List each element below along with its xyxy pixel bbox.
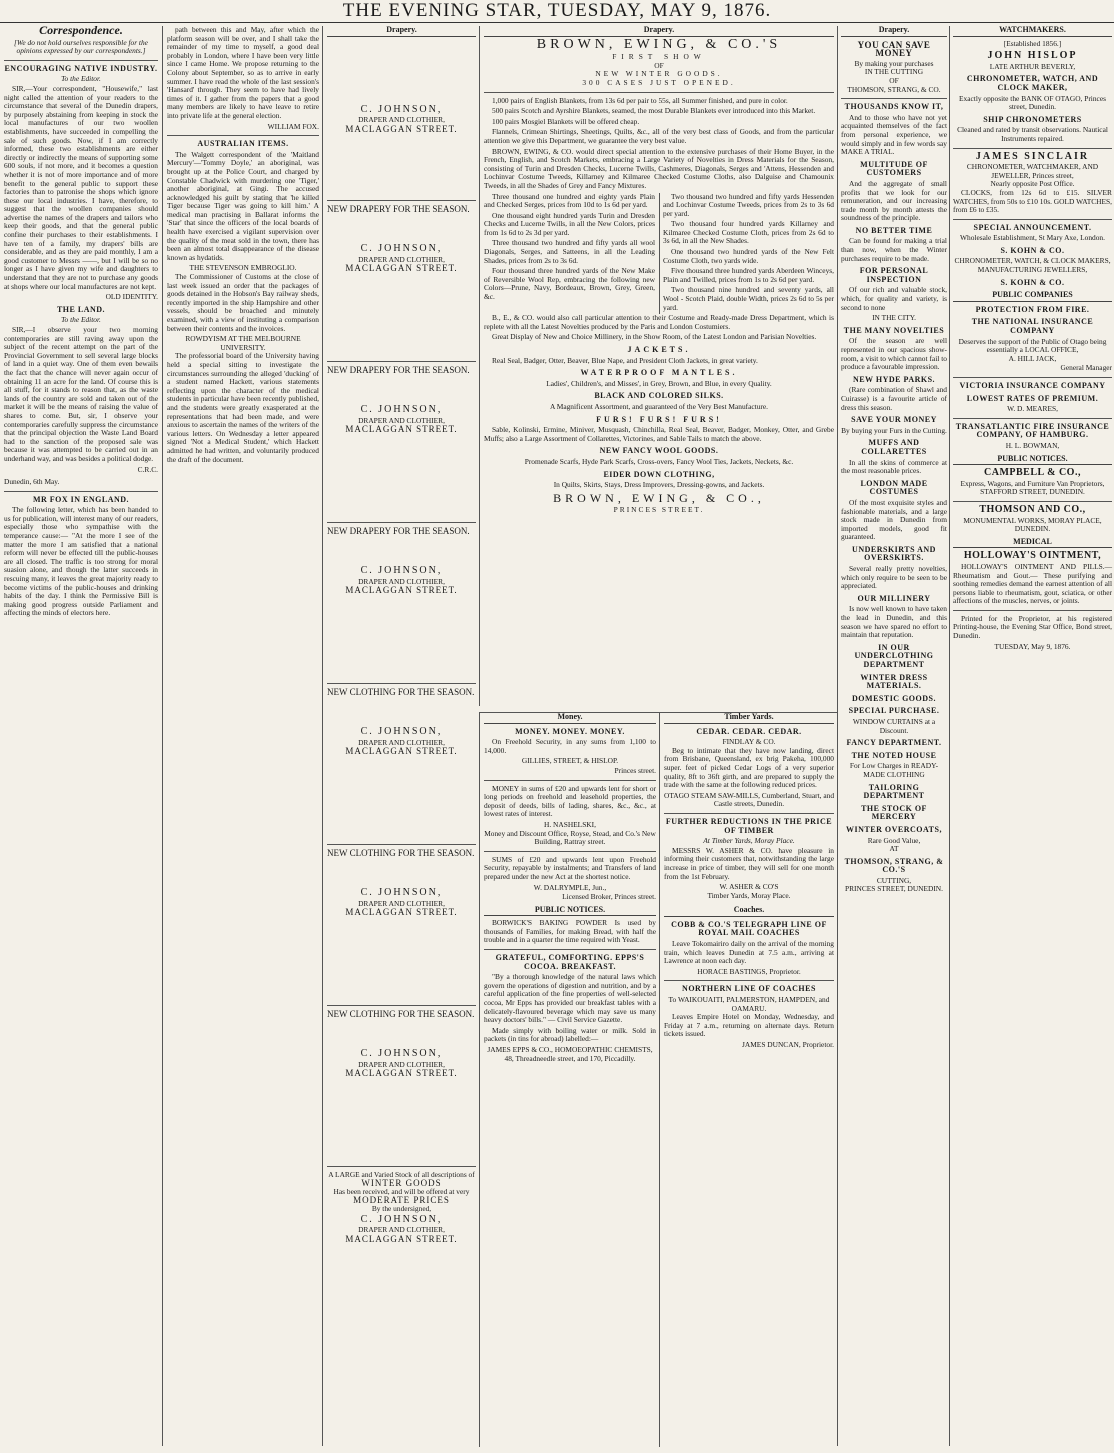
ad-title: NEW CLOTHING FOR THE SEASON. [327,686,475,697]
ad-item: And to those who have not yet acquainted themselves of the fact from personal experience, we would simply and in few words say MAKE A TRIAL. [841,112,947,157]
firm-street: MACLAGGAN STREET. [345,263,458,274]
ad-heading: NEW FANCY WOOL GOODS. [599,446,719,456]
firm-name: C. JOHNSON, [360,404,443,416]
section-header: MEDICAL [953,538,1112,549]
ad-heading: OF [654,60,664,70]
masthead: THE EVENING STAR, TUESDAY, MAY 9, 1876. [0,0,1114,23]
section-header: Drapery. [841,26,947,37]
letter-signature: C.R.C. [137,464,158,474]
letter-body: SIR,—Your correspondent, "Housewife," last night called the attention of your readers to the circumstance that several of the Dunedin drapers, by purposely abstaining from keeping in stock the local manufactures of our two woollen establishments, have succeeded in compelling the sale of such goods. Now, if I am correctly informed, these two establishments are either directly or indirectly the means of supporting some 600 souls, if not more, and it becomes a question whether it is not of more importance and of more benefit to the general public to support these factories than to patronise the shops which ignore these our local industries. I have, therefore, to suggest that the woollen companies should advertise the names of the drapers and tailors who keep their goods, and that the general public confine their purchases to their establishments. I have ten of a family, my drapers' bills are considerable, and as they are paid monthly, I am a good customer to Messrs ——, but I will be so no longer as I have given my wife and daughters to understand that they are not to purchase any goods at shops where our local manufactures are not kept. [4,83,158,291]
ad-text: A LARGE and Varied Stock of all descriptions of [328,1169,475,1179]
ad-item: CUTTING, [876,875,912,885]
firm-name: W. D. MEARES, [1007,404,1058,414]
ad-item: CLOCKS, from 12s 6d to £15. SILVER WATCHES, from 50s to £10 10s. GOLD WATCHES, from £6 to £35. [953,187,1112,215]
ad-item: Ladies', Children's, and Misses', in Grey, Brown, and Blue, in every Quality. [546,378,772,388]
article-body: The Walgett correspondent of the 'Maitland Mercury'—'Tommy Doyle,' an aboriginal, was brought up at the Police Court, and charged by Constable Chadwick with murdering one 'Tiger,' another aboriginal, at Gingi. The accused acknowledged his guilt by stating that 'he killed Tiger because Tiger was going to kill him.' A medical man practising in Ballarat informs the 'Star' that since the officers of the local boards of health have exercised a vigilant supervision over the quality of the meat sold in the town, there has been an almost total disappearance of the disease known as hydatids. [167,149,319,262]
letter-title: ENCOURAGING NATIVE INDUSTRY. [4,63,158,73]
advert-johnson [327,845,476,1006]
firm-street: PRINCES STREET. [613,505,705,515]
ad-item: OF [889,75,899,85]
advert-johnson [327,40,476,201]
subhead: ROWDYISM AT THE MELBOURNE UNIVERSITY. [185,334,301,352]
ad-heading: NEW HYDE PARKS. [852,374,936,384]
ad-item: Two thousand four hundred yards Killarney and Kilmaree Checked Costume Cloth, prices from 2s 6d to 3s 6d, in all the New Shades. [663,219,834,246]
ad-item: Of the most exquisite styles and fashionable materials, and a large stock made in Dunedin from imported models, good fit guaranteed. [841,497,947,542]
ad-item: Leave Tokomairiro daily on the arrival of the morning train, which leaves Dunedin at 7.5 a.m., arriving at Lawrence at noon each day. [664,939,834,966]
firm-street: Money and Discount Office, Royse, Stead, and Co.'s New Building, Rattray street. [484,828,656,847]
section-header: Drapery. [484,26,834,37]
ad-item: For Low Charges in READY-MADE CLOTHING [849,761,939,779]
ad-heading: THE STOCK OF MERCERY [861,803,927,822]
firm-trade: DRAPER AND CLOTHIER, [358,576,445,586]
ad-heading: WINTER OVERCOATS, [846,824,942,834]
firm-name: THOMSON AND CO., [979,503,1086,515]
ad-heading: FURTHER REDUCTIONS IN THE PRICE OF TIMBER [665,816,833,835]
ad-item: "By a thorough knowledge of the natural laws which govern the operations of digestion and nutrition, and by a careful application of the fine properties of well-selected cocoa, Mr Epps has provided our breakfast tables with a delicately-flavoured beverage which may save us many heavy doctors' bills." — Civil Service Gazette. [484,972,656,1025]
firm-street: PRINCES STREET, DUNEDIN. [845,884,943,894]
column-timber-coaches [659,712,838,1447]
ad-item: IN THE CUTTING [864,67,924,77]
section-header: PUBLIC NOTICES. [953,455,1112,466]
ad-item: General Manager [1060,363,1112,373]
ad-item: Sable, Kolinski, Ermine, Miniver, Musquash, Chinchilla, Real Seal, Beaver, Badger, Monkey, Otter, and Grebe Muffs; also a Large Assortment of Collarettes, Victorines, and Sable Tails to match the above. [484,425,834,443]
article-body: The following letter, which has been handed to us for publication, will interest many of our readers, especially those who sympathise with the temperance cause:— "At the more I see of the matter the more I am satisfied that a national reform will never be effected till the public-houses are all closed. The traffic is too strong for moral suasion alone, and though the latter succeeds in rescuing many, it leaves the great majority ready to become victims of the public-houses and drinking habits of the day. I think the Permissive Bill is making good progress outside Parliament and affecting the minds of electors here. [4,505,158,618]
article-title: AUSTRALIAN ITEMS. [197,139,289,149]
ad-item: Of our rich and valuable stock, which, for quality and variety, is second to none [841,285,947,312]
letter-title: THE LAND. [56,304,106,314]
imprint-date: TUESDAY, May 9, 1876. [994,641,1071,651]
advert-johnson-winter [327,1167,476,1250]
ad-item: (Rare combination of Shawl and Cuirasse) is a favourite article of dress this season. [841,385,947,412]
section-header: Drapery. [327,26,476,37]
ad-heading: FURS! FURS! FURS! [596,414,722,424]
firm-name: BROWN, EWING, & CO., [553,490,765,505]
letter-salutation: To the Editor. [61,74,101,84]
ad-heading: VICTORIA INSURANCE COMPANY [959,381,1106,390]
advert-johnson [327,684,476,845]
firm-name: W. ASHER & CO'S [719,882,779,892]
firm-street: MACLAGGAN STREET. [345,585,458,596]
ad-item: Is now well known to have taken the lead in Dunedin, and this season we have spared no effort to maintain that reputation. [841,604,947,640]
firm-name: H. NASHELSKI, [544,819,596,829]
ad-item: Can be found for making a trial than now, when the Winter purchases require to be made. [841,236,947,263]
advert-johnson [327,201,476,362]
firm-street: Princes street. [614,765,656,775]
ad-heading: NEW WINTER GOODS. [595,69,723,79]
firm-name: C. JOHNSON, [360,726,443,738]
ad-item: By buying your Furs in the Cutting. [841,425,947,435]
firm-name: JAMES DUNCAN, Proprietor. [742,1040,834,1049]
ad-item: Made simply with boiling water or milk. Sold in packets (in tins for abroad) labelled:— [484,1025,656,1044]
ad-item: Five thousand three hundred yards Aberdeen Winceys, Plain and Twilled, prices from 1s to 2s 6d per yard. [663,266,834,284]
firm-trade: DRAPER AND CLOTHIER, [358,415,445,425]
ad-item: Beg to intimate that they have now landing, direct from Brisbane, Queensland, ex brig Pakeha, 100,000 super. feet of picked Cedar Logs of a very superior quality, 8ft to 36ft girth, and are prepared to supply the trade with the same at the following reduced prices. [664,745,834,790]
firm-name: C. JOHNSON, [360,1048,443,1060]
ad-item: Great Display of New and Choice Millinery, in the Show Room, of the Latest London and Parisian Novelties. [492,332,817,342]
column-brown-ewing [479,26,838,706]
column-watchmakers [949,26,1114,1446]
ad-item: To WAIKOUAITI, PALMERSTON, HAMPDEN, and OAMARU. [668,995,830,1013]
ad-item: By making your purchases [854,58,934,68]
ad-item: OTAGO STEAM SAW-MILLS, Cumberland, Stuart, and Castle streets, Dunedin. [664,790,835,809]
ad-item: Three thousand two hundred and fifty yards all wool Diagonals, Serges, and Satteens, in all the Leading Shades, prices from 2s to 3s 6d. [484,238,655,265]
ad-item: Nearly opposite Post Office. [990,179,1075,189]
firm-name: HORACE BASTINGS, Proprietor. [697,966,801,976]
ad-heading: CHRONOMETER, WATCH, AND CLOCK MAKER, [966,74,1099,92]
firm-name: BROWN, EWING, & CO.'S [536,36,782,52]
firm-name: THOMSON, STRANG, & CO.'S [844,856,944,875]
ad-item: Two thousand two hundred and fifty yards Hessenden and Lochinvar Costume Tweeds, prices from 2s to 3s 6d per yard. [663,191,834,218]
ad-item: Two thousand nine hundred and seventy yards, all Wool - Scotch Plaid, double Width, prices 2s 6d to 5s per yard. [663,285,834,312]
ad-item: One thousand eight hundred yards Turin and Dresden Checks and Lucerne Twills, in all the New Colors, prices from 1s 6d to 2s 3d per yard. [484,210,655,237]
ad-item: [Established 1856.] [1003,38,1062,48]
ad-text: WINTER GOODS [361,1178,442,1189]
ad-item: MESSRS W. ASHER & CO. have pleasure in informing their customers that, notwithstanding the large increase in price of timber, they will sell for one month from the 1st February. [664,845,834,881]
editor-note: [We do not hold ourselves responsible for the opinions expressed by our correspondents.] [14,37,148,56]
ad-item: CHRONOMETER, WATCHMAKER, AND JEWELLER, Princes street, [966,162,1099,180]
letter-signature: WILLIAM FOX. [267,121,319,131]
firm-name: HOLLOWAY'S OINTMENT, [963,550,1102,562]
ad-heading: THOUSANDS KNOW IT, [844,102,944,112]
ad-heading: NORTHERN LINE OF COACHES [682,984,816,994]
ad-item: WINDOW CURTAINS at a Discount. [852,716,936,735]
ad-heading: MULTITUDE OF CUSTOMERS [860,159,928,178]
firm-name: C. JOHNSON, [360,887,443,899]
letter-salutation: To the Editor. [61,315,101,325]
ad-item: A Magnificent Assortment, and guaranteed of the Very Best Manufacture. [549,401,769,411]
ad-item: B., E., & CO. would also call particular attention to their Costume and Ready-made Dress Department, which is replete with all the Latest Novelties produced by the Paris and London Costumiers. [484,313,834,331]
column-correspondence [0,26,162,1446]
ad-item: BORWICK'S BAKING POWDER Is used by thousands of Families, for making Bread, with half the trouble and in a quarter the time required with Yeast. [484,918,656,945]
firm-name: W. DALRYMPLE, Jun., [533,882,607,892]
ad-item: Flannels, Crimean Shirtings, Sheetings, Quilts, &c., all of the very best class of Goods, and from the particular attention we give this Department, we guarantee the very best value. [484,127,834,145]
ad-item: MANUFACTURING JEWELLERS, [977,265,1088,275]
ad-item: Exactly opposite the BANK OF OTAGO, Princes street, Dunedin. [959,93,1106,112]
advert-johnson [327,362,476,523]
column-money-notices [479,712,660,1447]
ad-text: Has been received, and will be offered at very [333,1186,470,1196]
two-column-list [484,193,834,315]
ad-item: Rare Good Value, [867,835,921,845]
column-drapery-johnson [322,26,480,1446]
firm-street: MACLAGGAN STREET. [345,1233,458,1244]
ad-item: Real Seal, Badger, Otter, Beaver, Blue Nape, and President Cloth Jackets, in great variety. [492,355,758,365]
firm-name: JAMES EPPS & CO., HOMOEOPATHIC CHEMISTS, 48, Threadneedle street, and 170, Piccadilly. [487,1045,653,1063]
firm-street: Licensed Broker, Princes street. [562,892,656,902]
firm-street: MACLAGGAN STREET. [345,907,458,918]
ad-item: MONEY in sums of £20 and upwards lent for short or long periods on freehold and leasehold properties, the deposit of deeds, bills of lading, shares, &c., &c., at lowest rates of interest. [484,783,656,819]
ad-heading: THE NOTED HOUSE [851,750,937,760]
ad-heading: LOWEST RATES OF PREMIUM. [966,393,1099,403]
ad-item: In Quilts, Skirts, Stays, Dress Improvers, Dressing-gowns, and Jackets. [553,480,765,490]
ad-title: NEW DRAPERY FOR THE SEASON. [327,203,470,214]
column-news [162,26,323,1446]
letter-date: Dunedin, 6th May. [4,477,60,487]
ad-heading: TRANSATLANTIC FIRE INSURANCE COMPANY, OF HAMBURG. [955,421,1110,440]
ad-item: CHRONOMETER, WATCH, & CLOCK MAKERS, [954,256,1111,266]
firm-name: S. KOHN & CO. [1000,245,1065,255]
imprint: Printed for the Proprietor, at his registered Printing-house, the Evening Star Office, Bond street, Dunedin. [953,613,1112,641]
ad-heading: LONDON MADE COSTUMES [860,478,928,497]
ad-text: MODERATE PRICES [353,1195,450,1206]
ad-item: AT [889,844,899,854]
firm-trade: DRAPER AND CLOTHIER, [358,1059,445,1069]
ad-item: 500 pairs Scotch and Ayrshire Blankets, seamed, the most Durable Blankets ever introduced into this Market. [492,106,816,116]
article-body: The Commissioner of Customs at the close of last week issued an order that the packages of goods detained in the Hobson's Bay railway sheds, recently imported in the ship Hampshire and other vessels, should be broached and minutely examined, with a view of instituting a comparison between their contents and the invoices. [167,272,319,333]
ad-heading: SPECIAL ANNOUNCEMENT. [973,222,1092,232]
ad-heading: THE MANY NOVELTIES [843,325,945,335]
firm-street: MACLAGGAN STREET. [345,1068,458,1079]
firm-street: Timber Yards, Moray Place. [707,890,791,900]
firm-trade: DRAPER AND CLOTHIER, [358,898,445,908]
firm-name: C. JOHNSON, [360,243,443,255]
ad-title: NEW DRAPERY FOR THE SEASON. [327,364,470,375]
section-header: WATCHMAKERS. [953,26,1112,37]
ad-heading: FANCY DEPARTMENT. [846,738,942,748]
advert-johnson [327,1006,476,1167]
ad-heading: CEDAR. CEDAR. CEDAR. [696,726,802,736]
ad-heading: YOU CAN SAVE MONEY [857,39,931,59]
ad-item: IN THE CITY. [872,313,916,323]
firm-name: THOMSON, STRANG, & CO. [847,84,941,94]
ad-item: In all the skins of commerce at the most reasonable prices. [841,457,947,476]
ad-heading: TAILORING DEPARTMENT [863,782,925,801]
section-header: Timber Yards. [664,713,834,724]
ad-heading: 300 CASES JUST OPENED. [582,77,736,87]
ad-title: NEW CLOTHING FOR THE SEASON. [327,1008,475,1019]
ad-heading: MONEY. MONEY. MONEY. [515,726,625,736]
section-header: Correspondence. [39,26,123,37]
ad-heading: EIDER DOWN CLOTHING, [603,469,715,479]
ad-heading: PROTECTION FROM FIRE. [975,304,1090,314]
section-header: Money. [484,713,656,724]
firm-name: C. JOHNSON, [360,565,443,577]
ad-item: Of the season are well represented in our spacious show-room, a visit to which cannot fail to produce a favourable impression. [841,336,947,372]
ad-heading: FIRST SHOW [612,52,706,62]
ad-item: Wholesale Establishment, St Mary Axe, London. [960,233,1105,243]
ad-heading: SAVE YOUR MONEY [851,415,937,425]
firm-trade: DRAPER AND CLOTHIER, [358,1225,445,1235]
ad-item: LATE ARTHUR BEVERLY, [989,61,1076,71]
ad-item: Deserves the support of the Public of Otago being essentially a LOCAL OFFICE, [958,336,1107,355]
column-thomson-strang [837,26,950,1446]
ad-heading: SPECIAL PURCHASE. [848,706,940,716]
ad-item: BROWN, EWING, & CO. would direct special attention to the extensive purchases of their Home Buyer, in the French, English, and Scotch Markets, embracing a Large Variety of Novelties in Dress Materials for the Season, consisting of Turin and Dresden Checks, Lucerne Twills, Cashmeres, Diagonals, Serges and 'Attens, Hessenden and Lochinvar Costume Tweeds, Killarney and Kilmaree Checked Costume Cloths, also Dalguise and Chamounix Tweeds, in all the Shades of Grey and Fancy Mixtures. [484,146,834,190]
firm-trade: DRAPER AND CLOTHIER, [358,254,445,264]
article-title: MR FOX IN ENGLAND. [32,494,130,504]
firm-name: CAMPBELL & CO., [984,467,1081,479]
ad-item: HOLLOWAY'S OINTMENT AND PILLS.—Rheumatism and Gout.— These purifying and soothing remedies demand the earnest attention of all persons liable to rheumatism, gout, sciatica, or other affections of the muscles, nerves, or joints. [953,561,1112,606]
subhead: THE STEVENSON EMBROGLIO. [189,263,297,273]
ad-heading: SHIP CHRONOMETERS [983,114,1082,124]
ad-item: And the aggregate of small profits that we look for our remuneration, and our increasing trade month by month attests the soundness of the principle. [841,178,947,223]
firm-trade: DRAPER AND CLOTHIER, [358,737,445,747]
ad-title: NEW CLOTHING FOR THE SEASON. [327,847,475,858]
ad-heading: WATERPROOF MANTLES. [580,368,738,378]
ad-item: Three thousand one hundred and eighty yards Plain and Checked Serges, prices from 10d to 1s 6d per yard. [484,191,655,210]
firm-name: C. JOHNSON, [360,1213,443,1225]
firm-name: GILLIES, STREET, & HISLOP. [521,756,619,766]
ad-item: MONUMENTAL WORKS, MORAY PLACE, DUNEDIN. [963,515,1102,534]
ad-title: NEW DRAPERY FOR THE SEASON. [327,525,470,536]
ad-heading: BLACK AND COLORED SILKS. [594,391,724,401]
firm-trade: DRAPER AND CLOTHIER, [358,115,445,125]
firm-name: H. L. BOWMAN, [1005,440,1060,450]
advert-johnson [327,523,476,684]
ad-heading: IN OUR UNDERCLOTHING DEPARTMENT [854,642,934,669]
ad-heading: GRATEFUL, COMFORTING. EPPS'S COCOA. BREAKFAST. [495,953,645,971]
ad-item: On Freehold Security, in any sums from 1,100 to 14,000. [484,737,656,755]
ad-heading: OUR MILLINERY [857,593,931,603]
article-body: path between this and May, after which the platform season will be over, and I shall take the remainder of my time to myself, a good deal probably in London, where I have been very little since I came Home. We propose returning to the Colony about September, so as to arrive in early summer. I have read the whole of the last session's 'Hansard' through. They seem to have had lively times of it. I gather from the papers that a good many members are likely to have leave to retire into private life at the general election. [167,26,319,120]
ad-heading: DOMESTIC GOODS. [852,693,936,703]
ad-heading: WINTER DRESS MATERIALS. [860,672,928,691]
ad-heading: FOR PERSONAL INSPECTION [859,266,929,284]
firm-street: MACLAGGAN STREET. [345,424,458,435]
section-header: PUBLIC COMPANIES [953,291,1112,302]
ad-heading: JACKETS. [627,345,691,354]
firm-street: MACLAGGAN STREET. [345,123,458,134]
section-header: Coaches. [664,906,834,917]
firm-name: JAMES SINCLAIR [975,150,1090,162]
firm-name: C. JOHNSON, [360,103,443,115]
firm-name: JOHN HISLOP [987,50,1078,62]
ad-item: One thousand two hundred yards of the New Felt Costume Cloth, two yards wide. [663,247,834,265]
ad-heading: UNDERSKIRTS AND OVERSKIRTS. [852,544,936,563]
letter-body: SIR,—I observe your two morning contemporaries are still raving away upon the subject of the recent attempt on the part of the Provincial Government to sell several large blocks of land in a quiet way. One of them even bewails the fact that the chance will never again occur of obtaining 11 an acre for the land. Of course this is all stuff, for it stands to reason that, as the waste lands of the country are sold and taken out of the market it will be the means of raising the value of shares to come. But, sir, I observe your contemporaries carefully suppress the circumstance that the principal objection the Waste Land Board had to the sanction of the proposed sale was because it was attempted to be carried out in an underhand way, and was besides a political dodge. [4,325,158,463]
firm-street: MACLAGGAN STREET. [345,746,458,757]
ad-item: 100 pairs Mosgiel Blankets will be offered cheap. [492,116,640,126]
article-body: The professorial board of the University having held a special sitting to investigate the circumstances surrounding the alleged 'ducking' of a student named Hackett, various statements reflecting upon the character of the medical students in particular have been recently published, and the students were greatly exasperated at the representations that had been made, and were anxious to ascertain the names of the writers of the various letters. On Wednesday a letter appeared signed 'Not a Medical Student,' which Hackett admitted he had written, and voluntarily produced the draft of the document. [167,351,319,464]
ad-item: Several really pretty novelties, which only require to be seen to be appreciated. [841,564,947,591]
ad-heading: NO BETTER TIME [855,225,933,235]
ad-item: Promenade Scarfs, Hyde Park Scarfs, Cross-overs, Fancy Wool Ties, Jackets, Neckets, &c. [524,456,794,466]
ad-heading: THE NATIONAL INSURANCE COMPANY [971,317,1094,336]
letter-signature: OLD IDENTITY. [105,292,158,302]
ad-heading: COBB & CO.'S TELEGRAPH LINE OF ROYAL MAIL COACHES [671,919,827,938]
ad-item: 1,000 pairs of English Blankets, from 13s 6d per pair to 55s, all Summer finished, and pure in color. [492,95,788,105]
firm-name: FINDLAY & CO. [722,737,776,747]
section-header: PUBLIC NOTICES. [484,906,656,917]
firm-name: A. HILL JACK, [1008,353,1057,363]
ad-item: SUMS of £20 and upwards lent upon Freehold Security, repayable by instalments; and Transfers of land prepared under the new Act at the shortest notice. [484,854,656,881]
ad-item: At Timber Yards, Moray Place. [703,836,795,846]
ad-item: Leaves Empire Hotel on Monday, Wednesday, and Friday at 7 a.m., returning on alternate days. Return tickets issued. [664,1012,834,1039]
ad-item: Express, Wagons, and Furniture Van Proprietors, STAFFORD STREET, DUNEDIN. [960,478,1105,497]
ad-item: Cleaned and rated by transit observations. Nautical Instruments repaired. [957,125,1108,143]
ad-heading: MUFFS AND COLLARETTES [861,438,927,456]
ad-item: Four thousand three hundred yards of the New Make of Reversible Wool Rep, embracing the following new Colors—Prune, Navy, Bordeaux, Brown, Grey, Green, &c. [484,266,655,302]
firm-name: S. KOHN & CO. [1000,277,1065,287]
ad-text: By the undersigned, [371,1203,432,1213]
